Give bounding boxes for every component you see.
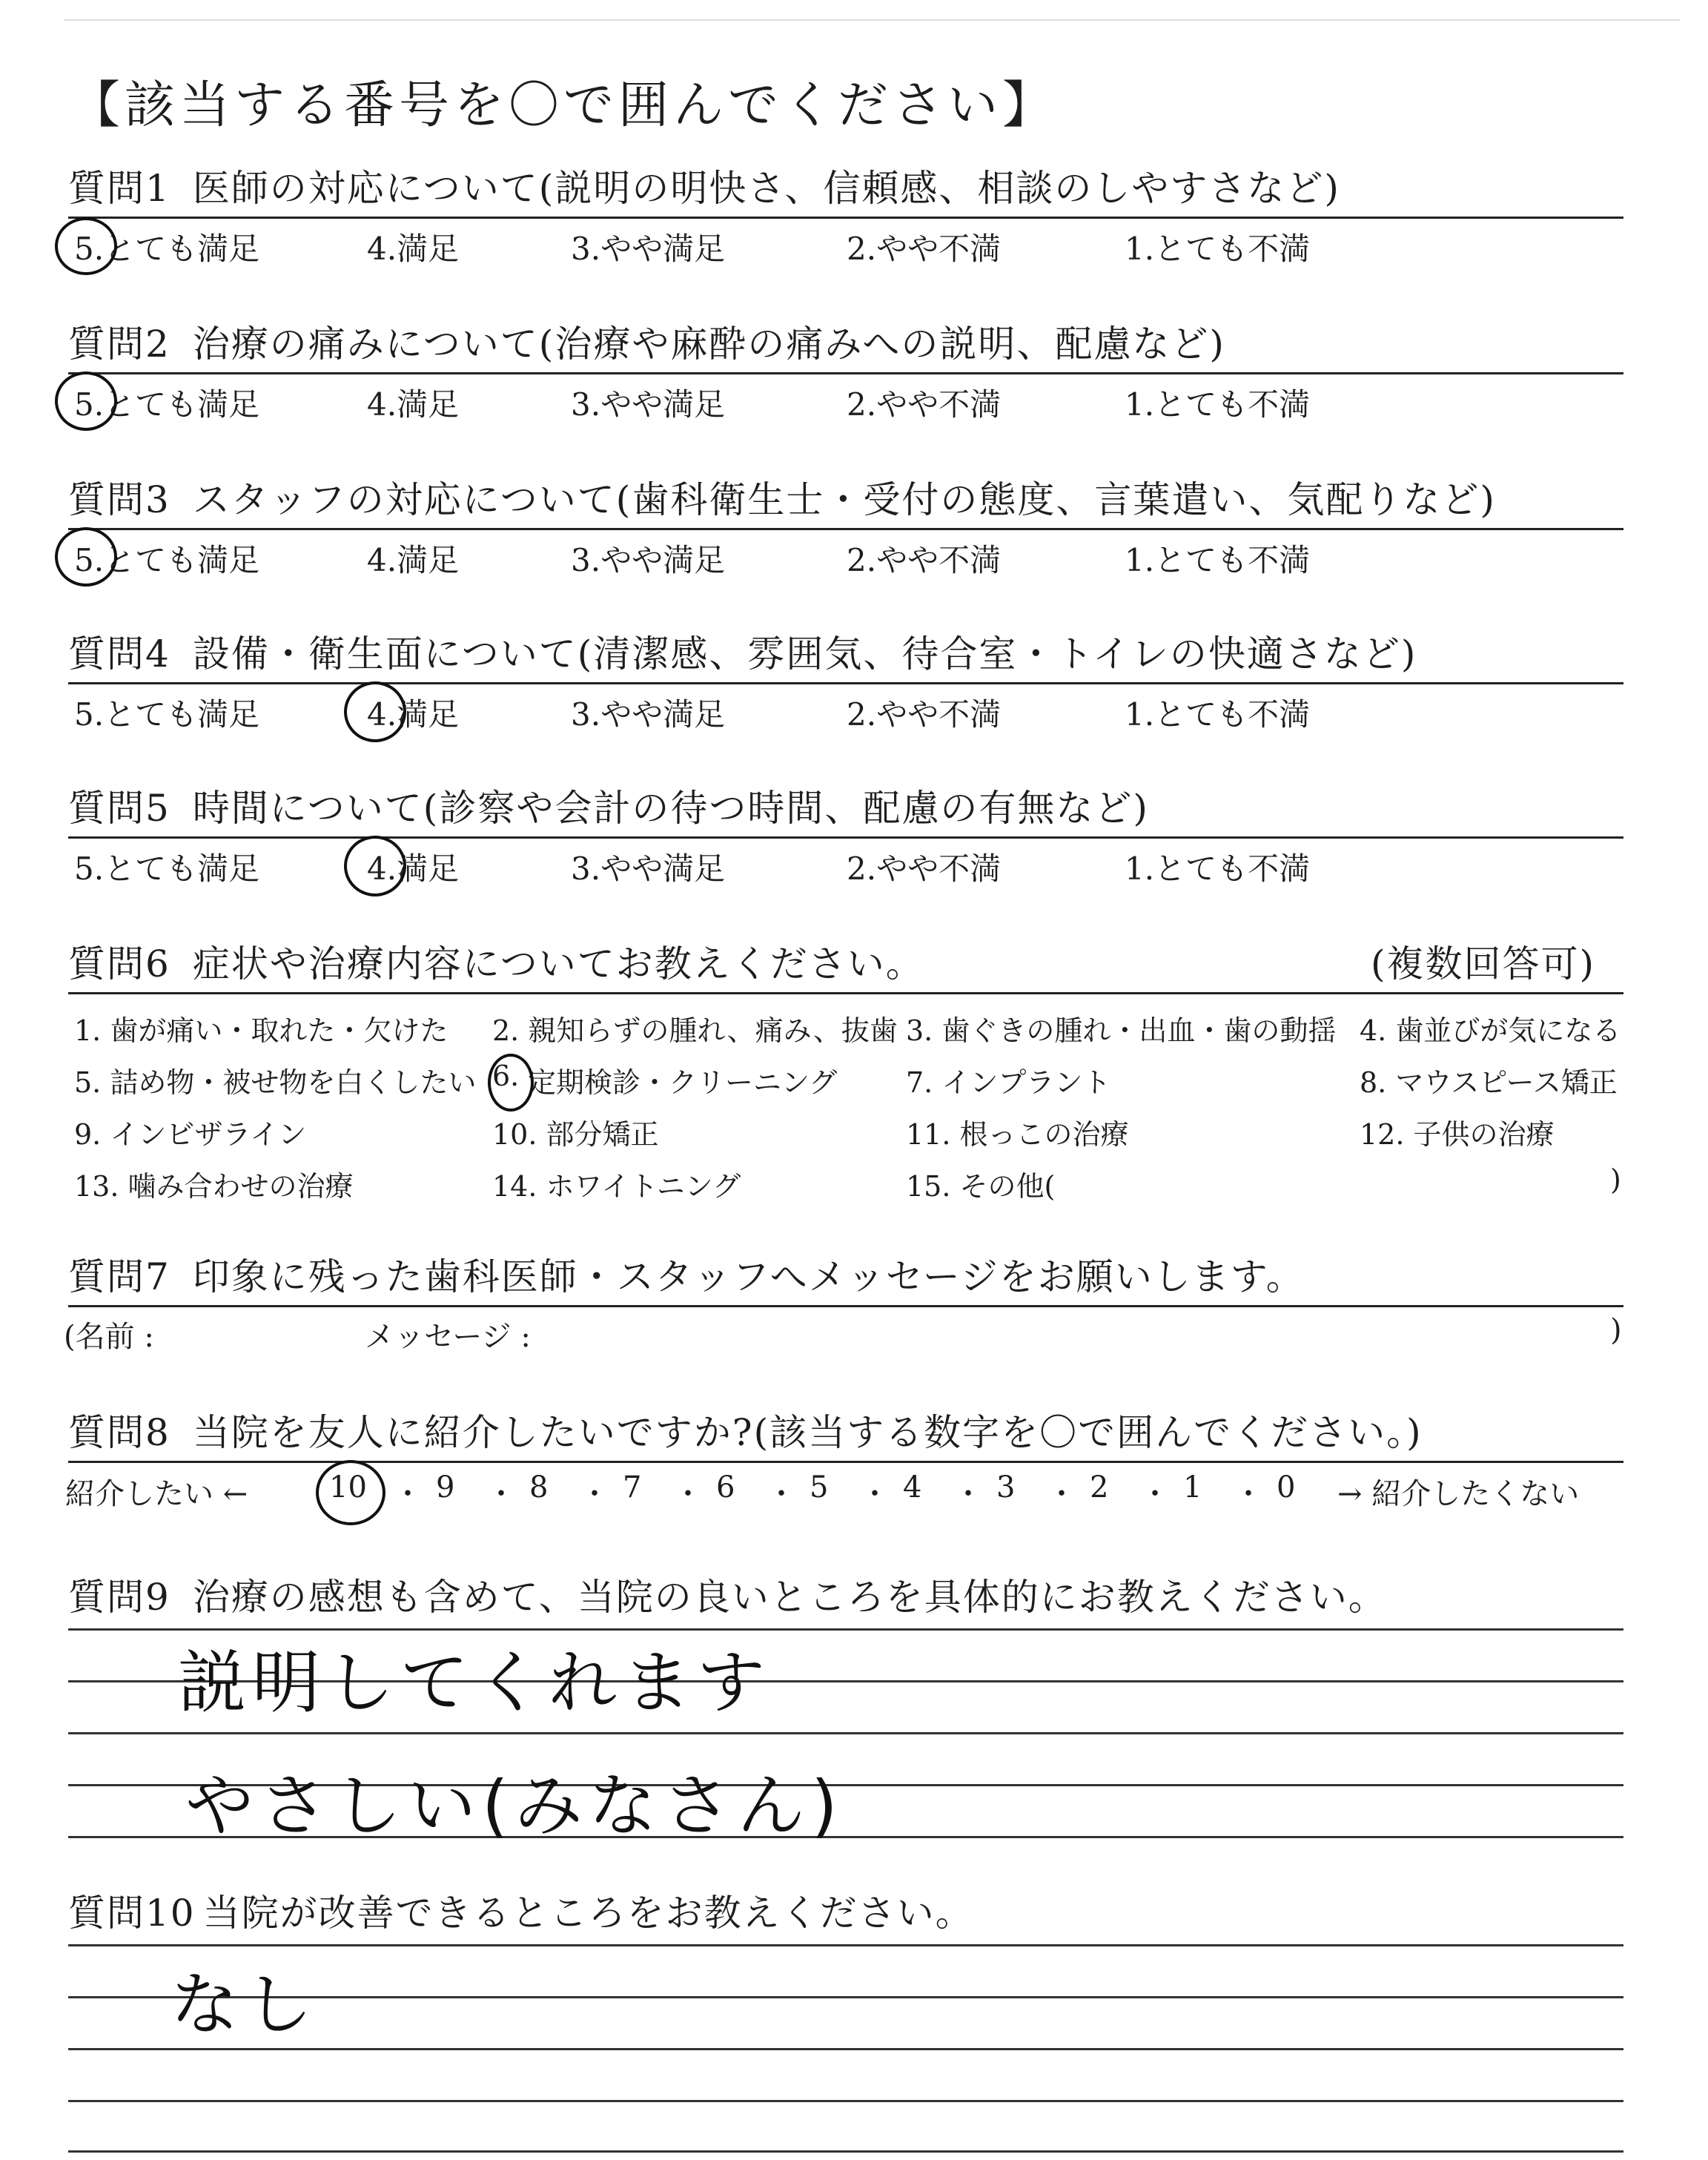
handwritten-answer: 説明してくれます bbox=[178, 1643, 772, 1723]
option-2[interactable]: 2.やや不満 bbox=[847, 231, 1002, 267]
option-1[interactable]: 1.とても不満 bbox=[1125, 696, 1311, 733]
question-number: 質問3 bbox=[68, 478, 171, 521]
scale-dot: ・ bbox=[1140, 1477, 1170, 1511]
symptom-option[interactable]: 8. マウスピース矯正 bbox=[1360, 1066, 1618, 1099]
selection-circle bbox=[55, 371, 117, 431]
answer-line bbox=[68, 2048, 1623, 2050]
message-field-label[interactable]: メッセージ : bbox=[365, 1320, 531, 1354]
symptom-option[interactable]: 3. 歯ぐきの腫れ・出血・歯の動揺 bbox=[906, 1014, 1337, 1047]
name-field-label[interactable]: (名前 : bbox=[64, 1320, 154, 1354]
question-10 bbox=[68, 1889, 1625, 1937]
question-text: 当院が改善できるところをお教えください。 bbox=[202, 1892, 974, 1935]
option-4[interactable]: 4.満足 bbox=[367, 542, 460, 578]
answer-line bbox=[68, 2100, 1623, 2102]
symptom-option[interactable]: 4. 歯並びが気になる bbox=[1360, 1014, 1621, 1047]
option-5[interactable]: 5.とても満足 bbox=[74, 542, 260, 578]
question-text: 治療の感想も含めて、当院の良いところを具体的にお教えください。 bbox=[192, 1576, 1387, 1619]
recommend-scale bbox=[65, 1463, 1625, 1515]
handwritten-answer: やさしい(みなさん) bbox=[185, 1766, 844, 1846]
option-1[interactable]: 1.とても不満 bbox=[1125, 386, 1311, 423]
question-9 bbox=[68, 1573, 1625, 1621]
scale-value-3[interactable]: 3 bbox=[996, 1470, 1016, 1505]
question-number: 質問8 bbox=[68, 1411, 171, 1454]
option-3[interactable]: 3.やや満足 bbox=[571, 696, 726, 733]
answer-line bbox=[68, 1732, 1623, 1734]
question-number: 質問7 bbox=[68, 1255, 171, 1298]
option-3[interactable]: 3.やや満足 bbox=[571, 851, 726, 887]
scale-dot: ・ bbox=[486, 1477, 516, 1511]
option-5[interactable]: 5.とても満足 bbox=[74, 231, 260, 267]
close-paren: ) bbox=[1610, 1313, 1622, 1347]
symptom-option-6-label[interactable]: 定期検診・クリーニング bbox=[528, 1066, 838, 1099]
symptom-option[interactable]: 12. 子供の治療 bbox=[1360, 1118, 1555, 1151]
answer-line bbox=[68, 2150, 1623, 2153]
symptom-option[interactable]: 9. インビザライン bbox=[74, 1118, 307, 1151]
multiple-answer-note: (複数回答可) bbox=[1370, 942, 1595, 985]
question-text: 当院を友人に紹介したいですか?(該当する数字を〇で囲んでください。) bbox=[192, 1411, 1423, 1454]
selection-circle bbox=[344, 681, 406, 742]
question-number: 質問5 bbox=[68, 787, 171, 830]
option-2[interactable]: 2.やや不満 bbox=[847, 542, 1002, 578]
rating-options[interactable] bbox=[68, 374, 1625, 426]
question-number: 質問9 bbox=[68, 1576, 171, 1619]
question-text: 時間について(診察や会計の待つ時間、配慮の有無など) bbox=[192, 787, 1149, 830]
scale-value-2[interactable]: 2 bbox=[1090, 1470, 1109, 1505]
message-fields bbox=[64, 1307, 1625, 1359]
rating-options[interactable] bbox=[68, 530, 1625, 582]
question-5 bbox=[68, 785, 1625, 891]
question-text: スタッフの対応について(歯科衛生士・受付の態度、言葉遣い、気配りなど) bbox=[192, 478, 1496, 521]
option-2[interactable]: 2.やや不満 bbox=[847, 851, 1002, 887]
option-1[interactable]: 1.とても不満 bbox=[1125, 851, 1311, 887]
option-4[interactable]: 4.満足 bbox=[367, 231, 460, 267]
scale-value-7[interactable]: 7 bbox=[623, 1470, 642, 1505]
scale-value-5[interactable]: 5 bbox=[810, 1470, 829, 1505]
symptom-option[interactable]: 14. ホワイトニング bbox=[492, 1170, 741, 1203]
question-number: 質問2 bbox=[68, 323, 171, 366]
question-2 bbox=[68, 320, 1625, 426]
scale-dot: ・ bbox=[393, 1477, 423, 1511]
question-text: 印象に残った歯科医師・スタッフへメッセージをお願いします。 bbox=[192, 1255, 1305, 1298]
question-7 bbox=[64, 1253, 1625, 1359]
question-3 bbox=[68, 476, 1625, 582]
scale-value-10[interactable]: 10 bbox=[329, 1470, 367, 1505]
scale-dot: ・ bbox=[1047, 1477, 1076, 1511]
question-text: 症状や治療内容についてお教えください。 bbox=[192, 942, 924, 985]
handwritten-answer: なし bbox=[171, 1965, 320, 2044]
question-number: 質問4 bbox=[68, 633, 171, 676]
scale-dot: ・ bbox=[673, 1477, 703, 1511]
symptom-option-6-number[interactable]: 6. bbox=[492, 1060, 520, 1092]
rating-options[interactable] bbox=[68, 219, 1625, 271]
answer-line bbox=[68, 1944, 1623, 1946]
option-4[interactable]: 4.満足 bbox=[367, 386, 460, 423]
symptom-option[interactable]: 11. 根っこの治療 bbox=[906, 1118, 1129, 1151]
scale-left-label: 紹介したい ← bbox=[65, 1477, 248, 1511]
question-text: 設備・衛生面について(清潔感、雰囲気、待合室・トイレの快適さなど) bbox=[192, 633, 1417, 676]
scale-dot: ・ bbox=[580, 1477, 609, 1511]
question-number: 質問1 bbox=[68, 167, 171, 210]
question-text: 医師の対応について(説明の明快さ、信頼感、相談のしやすさなど) bbox=[192, 167, 1340, 210]
option-1[interactable]: 1.とても不満 bbox=[1125, 542, 1311, 578]
scale-dot: ・ bbox=[860, 1477, 890, 1511]
scale-value-1[interactable]: 1 bbox=[1183, 1470, 1202, 1505]
scale-value-8[interactable]: 8 bbox=[529, 1470, 549, 1505]
selection-circle bbox=[55, 527, 117, 587]
option-5[interactable]: 5.とても満足 bbox=[74, 386, 260, 423]
symptom-option[interactable]: 7. インプラント bbox=[906, 1066, 1111, 1099]
form-header: 【該当する番号を〇で囲んでください】 bbox=[70, 76, 1058, 135]
option-3[interactable]: 3.やや満足 bbox=[571, 386, 726, 423]
question-8 bbox=[65, 1409, 1625, 1515]
option-4[interactable]: 4.満足 bbox=[367, 851, 460, 887]
other-close-paren: ) bbox=[1610, 1163, 1621, 1196]
option-5[interactable]: 5.とても満足 bbox=[74, 696, 260, 733]
scale-value-0[interactable]: 0 bbox=[1277, 1470, 1296, 1505]
scale-value-6[interactable]: 6 bbox=[716, 1470, 735, 1505]
scale-dot: ・ bbox=[953, 1477, 983, 1511]
selection-circle bbox=[488, 1054, 534, 1112]
symptom-option[interactable]: 10. 部分矯正 bbox=[492, 1118, 659, 1151]
question-6 bbox=[68, 940, 1625, 1209]
scale-value-4[interactable]: 4 bbox=[903, 1470, 922, 1505]
selection-circle bbox=[316, 1460, 385, 1525]
question-text: 治療の痛みについて(治療や麻酔の痛みへの説明、配慮など) bbox=[192, 323, 1225, 366]
option-2[interactable]: 2.やや不満 bbox=[847, 696, 1002, 733]
top-border bbox=[64, 19, 1680, 21]
question-4 bbox=[68, 630, 1625, 736]
scale-dot: ・ bbox=[767, 1477, 796, 1511]
symptom-option[interactable]: 13. 噛み合わせの治療 bbox=[74, 1170, 354, 1203]
option-3[interactable]: 3.やや満足 bbox=[571, 542, 726, 578]
symptom-option[interactable]: 1. 歯が痛い・取れた・欠けた bbox=[74, 1014, 448, 1047]
rating-options[interactable] bbox=[68, 684, 1625, 736]
rating-options[interactable] bbox=[68, 839, 1625, 891]
symptom-option[interactable]: 5. 詰め物・被せ物を白くしたい bbox=[74, 1066, 477, 1099]
scale-dot: ・ bbox=[1234, 1477, 1263, 1511]
scale-value-9[interactable]: 9 bbox=[436, 1470, 455, 1505]
selection-circle bbox=[344, 836, 406, 896]
option-2[interactable]: 2.やや不満 bbox=[847, 386, 1002, 423]
question-number: 質問6 bbox=[68, 942, 171, 985]
option-4[interactable]: 4.満足 bbox=[367, 696, 460, 733]
question-1 bbox=[68, 165, 1625, 271]
symptom-options bbox=[68, 994, 1625, 1209]
symptom-option[interactable]: 2. 親知らずの腫れ、痛み、抜歯 bbox=[492, 1014, 898, 1047]
option-3[interactable]: 3.やや満足 bbox=[571, 231, 726, 267]
option-5[interactable]: 5.とても満足 bbox=[74, 851, 260, 887]
question-number: 質問10 bbox=[68, 1892, 196, 1935]
option-1[interactable]: 1.とても不満 bbox=[1125, 231, 1311, 267]
scale-right-label: → 紹介したくない bbox=[1337, 1477, 1580, 1511]
selection-circle bbox=[55, 217, 117, 275]
symptom-option-other[interactable]: 15. その他( bbox=[906, 1170, 1056, 1203]
